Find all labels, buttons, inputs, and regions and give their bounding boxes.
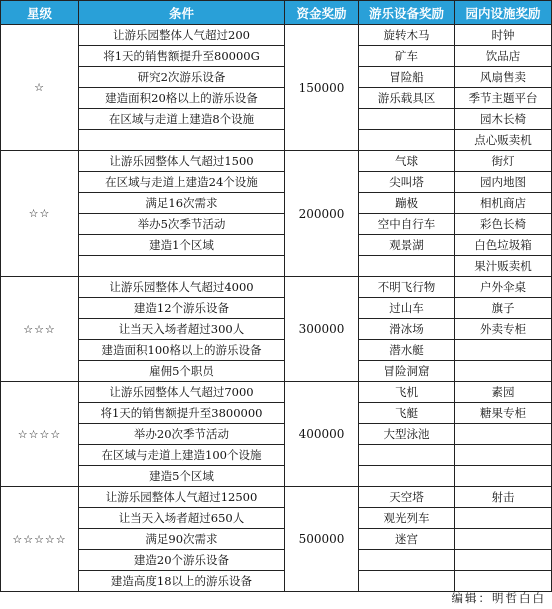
ride-reward-cell [359,571,455,592]
table-row [1,277,552,298]
condition-cell: 将1天的销售额提升至3800000 [79,403,285,424]
table-row [1,256,552,277]
table-row [1,298,552,319]
ride-reward-cell [359,550,455,571]
header-star: 星级 [1,1,79,25]
condition-cell: 让游乐园整体人气超过4000 [79,277,285,298]
condition-cell: 建造面积20格以上的游乐设备 [79,88,285,109]
condition-cell: 雇佣5个职员 [79,361,285,382]
condition-cell: 举办20次季节活动 [79,424,285,445]
condition-cell: 建造高度18以上的游乐设备 [79,571,285,592]
condition-cell: 让当天入场者超过650人 [79,508,285,529]
star-level: ☆☆☆ [1,277,79,382]
condition-cell: 举办5次季节活动 [79,214,285,235]
table-row [1,25,552,46]
ride-reward-cell: 迷宫 [359,529,455,550]
table-row [1,382,552,403]
fund-reward: 200000 [285,151,359,277]
ride-reward-cell [359,130,455,151]
facility-reward-cell: 相机商店 [455,193,552,214]
table-row [1,151,552,172]
condition-cell: 建造5个区域 [79,466,285,487]
facility-reward-cell [455,571,552,592]
condition-cell: 满足90次需求 [79,529,285,550]
table-row [1,214,552,235]
facility-reward-cell [455,424,552,445]
ride-reward-cell: 天空塔 [359,487,455,508]
ride-reward-cell: 飞机 [359,382,455,403]
condition-cell: 将1天的销售额提升至80000G [79,46,285,67]
table-row [1,445,552,466]
table-body [1,25,552,592]
facility-reward-cell: 园内地图 [455,172,552,193]
facility-reward-cell [455,550,552,571]
facility-reward-cell: 果汁贩卖机 [455,256,552,277]
facility-reward-cell: 旗子 [455,298,552,319]
facility-reward-cell: 彩色长椅 [455,214,552,235]
facility-reward-cell: 季节主题平台 [455,88,552,109]
fund-reward: 400000 [285,382,359,487]
ride-reward-cell: 冒险船 [359,67,455,88]
facility-reward-cell [455,529,552,550]
ride-reward-cell: 不明飞行物 [359,277,455,298]
facility-reward-cell [455,361,552,382]
facility-reward-cell [455,508,552,529]
table-row [1,88,552,109]
table-row [1,319,552,340]
table-row [1,466,552,487]
table-row [1,508,552,529]
condition-cell [79,256,285,277]
star-level: ☆ [1,25,79,151]
table-row [1,109,552,130]
condition-cell: 让当天入场者超过300人 [79,319,285,340]
condition-cell: 研究2次游乐设备 [79,67,285,88]
header-ride: 游乐设备奖励 [359,1,455,25]
table-row [1,46,552,67]
condition-cell: 在区域与走道上建造24个设施 [79,172,285,193]
condition-cell: 让游乐园整体人气超过1500 [79,151,285,172]
ride-reward-cell: 气球 [359,151,455,172]
condition-cell: 让游乐园整体人气超过12500 [79,487,285,508]
table-row [1,193,552,214]
table-row [1,529,552,550]
condition-cell [79,130,285,151]
ride-reward-cell [359,466,455,487]
ride-reward-cell: 观光列车 [359,508,455,529]
ride-reward-cell: 滑冰场 [359,319,455,340]
ride-reward-cell: 潜水艇 [359,340,455,361]
table-row [1,172,552,193]
facility-reward-cell: 街灯 [455,151,552,172]
table-row [1,550,552,571]
facility-reward-cell: 白色垃圾箱 [455,235,552,256]
condition-cell: 建造20个游乐设备 [79,550,285,571]
ride-reward-cell: 大型泳池 [359,424,455,445]
fund-reward: 150000 [285,25,359,151]
header-row [1,1,552,25]
table-row [1,424,552,445]
star-level: ☆☆☆☆☆ [1,487,79,592]
table-row [1,403,552,424]
condition-cell: 让游乐园整体人气超过200 [79,25,285,46]
ride-reward-cell: 尖叫塔 [359,172,455,193]
facility-reward-cell [455,445,552,466]
condition-cell: 建造面积100格以上的游乐设备 [79,340,285,361]
condition-cell: 满足16次需求 [79,193,285,214]
table-row [1,67,552,88]
facility-reward-cell: 时钟 [455,25,552,46]
ride-reward-cell [359,445,455,466]
star-level: ☆☆ [1,151,79,277]
ride-reward-cell: 观景湖 [359,235,455,256]
star-level: ☆☆☆☆ [1,382,79,487]
facility-reward-cell: 风扇售卖 [455,67,552,88]
ride-reward-cell: 蹦极 [359,193,455,214]
condition-cell: 建造12个游乐设备 [79,298,285,319]
facility-reward-cell: 饮品店 [455,46,552,67]
condition-cell: 让游乐园整体人气超过7000 [79,382,285,403]
table-row [1,235,552,256]
fund-reward: 300000 [285,277,359,382]
facility-reward-cell: 外卖专柜 [455,319,552,340]
ride-reward-cell: 过山车 [359,298,455,319]
ride-reward-cell [359,256,455,277]
condition-cell: 在区域与走道上建造8个设施 [79,109,285,130]
facility-reward-cell [455,466,552,487]
table-row [1,487,552,508]
header-facility: 园内设施奖励 [455,1,552,25]
table-row [1,130,552,151]
facility-reward-cell [455,340,552,361]
ride-reward-cell: 矿车 [359,46,455,67]
header-condition: 条件 [79,1,285,25]
condition-cell: 在区域与走道上建造100个设施 [79,445,285,466]
ride-reward-cell [359,109,455,130]
ride-reward-cell: 冒险洞窟 [359,361,455,382]
table-row [1,340,552,361]
facility-reward-cell: 园木长椅 [455,109,552,130]
condition-cell: 建造1个区域 [79,235,285,256]
editor-credit: 编辑：明哲白白 [451,591,546,605]
ride-reward-cell: 空中自行车 [359,214,455,235]
facility-reward-cell: 点心贩卖机 [455,130,552,151]
ride-reward-cell: 旋转木马 [359,25,455,46]
header-fund: 资金奖励 [285,1,359,25]
table-row [1,571,552,592]
table-row [1,361,552,382]
ride-reward-cell: 游乐载具区 [359,88,455,109]
facility-reward-cell: 素园 [455,382,552,403]
fund-reward: 500000 [285,487,359,592]
facility-reward-cell: 射击 [455,487,552,508]
facility-reward-cell: 户外伞桌 [455,277,552,298]
facility-reward-cell: 糖果专柜 [455,403,552,424]
ride-reward-cell: 飞艇 [359,403,455,424]
